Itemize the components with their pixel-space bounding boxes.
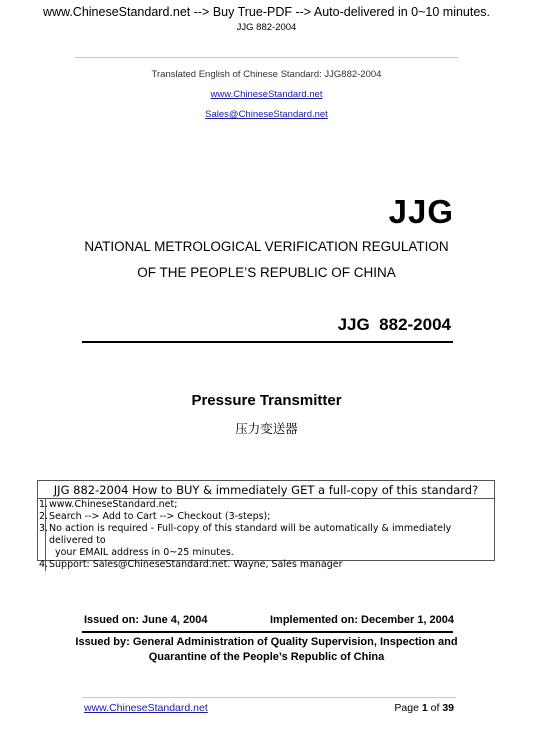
translated-website-wrap [0,89,533,100]
dates-rule [82,631,453,633]
list-item-number: 3. [39,523,49,534]
list-item [38,499,494,511]
footer-website-wrap [84,702,208,714]
list-item-divider [45,523,46,559]
jjg-logo-text: JJG [388,193,454,230]
buy-box-title: JJG 882-2004 How to BUY & immediately GET a full-copy of this standard? [53,483,479,497]
list-item [38,511,494,523]
header-rule [75,57,458,58]
page-current: 1 [421,702,428,714]
list-item-divider [45,559,46,571]
regulation-line-2: OF THE PEOPLE’S REPUBLIC OF CHINA [137,265,396,280]
title-zh: 压力变送器 [235,421,298,436]
header-line-1: www.ChineseStandard.net --> Buy True-PDF --> Auto-delivered in 0~10 minutes. [42,5,491,19]
standard-code: JJG 882-2004 [337,315,451,334]
issuer-line-1: Issued by: General Administration of Quality Supervision, Inspection and [75,636,458,648]
list-item-text-continued: your EMAIL address in 0~25 minutes. [55,547,234,558]
page-of-label: of [430,702,440,714]
page-label: Page [394,702,419,714]
page-number [394,702,454,714]
list-item-text: No action is required - Full-copy of this standard will be automatically & immediately delivered to [49,523,452,546]
list-item-divider [45,511,46,523]
regulation-line-1: NATIONAL METROLOGICAL VERIFICATION REGULATION [84,239,449,254]
header-line-2: JJG 882-2004 [236,22,297,33]
buy-steps-list [38,499,494,571]
page-total: 39 [442,702,454,714]
footer-website-link[interactable]: www.ChineseStandard.net [84,702,208,714]
implemented-date: Implemented on: December 1, 2004 [270,614,455,626]
issued-date: Issued on: June 4, 2004 [84,614,208,626]
translated-email-wrap [0,109,533,120]
issuer-line-2: Quarantine of the People’s Republic of China [148,651,385,663]
list-item-number: 1. [39,499,49,510]
website-link[interactable]: www.ChineseStandard.net [210,89,323,100]
buy-info-box [37,480,495,570]
list-item-text: Support: Sales@ChineseStandard.net. Wayne, Sales manager [49,559,343,570]
footer-rule [82,697,456,698]
list-item [38,559,494,571]
email-link[interactable]: Sales@ChineseStandard.net [205,109,328,120]
list-item-number: 2. [39,511,49,522]
list-item-number: 4. [39,559,49,570]
translated-note: Translated English of Chinese Standard: JJG882-2004 [151,69,382,80]
list-item [38,523,494,559]
list-item-divider [45,499,46,511]
code-rule [82,341,453,343]
list-item-text: Search --> Add to Cart --> Checkout (3-steps); [49,511,271,522]
list-item-text: www.ChineseStandard.net; [49,499,178,510]
title-en: Pressure Transmitter [191,392,342,409]
